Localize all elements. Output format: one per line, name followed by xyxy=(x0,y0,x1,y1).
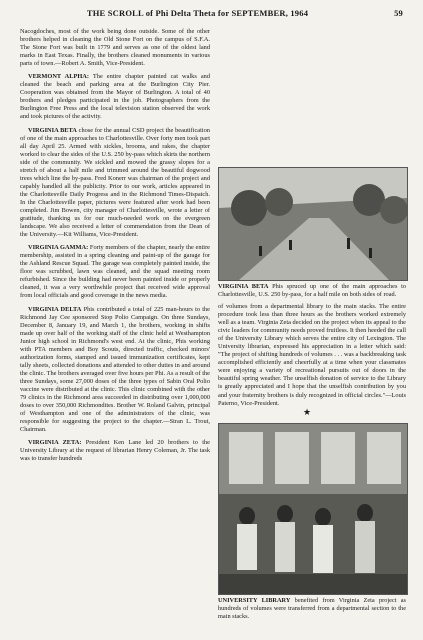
left-column xyxy=(20,28,210,468)
photo-caption-university-library xyxy=(218,597,406,621)
paragraph-nacogdoches: Nacogdoches, most of the work being done outside. Some of the other brothers helped in cleaning the Old Stone Fort on the campus of S.F.A. The Stone Fort was built in 1779 and serves as one of the oldest land marks in East Texas. Finally, the brothers cleaned monuments in various parts of town.—Robert A. Smith, Vice-President. xyxy=(20,28,210,68)
paragraph-text: The entire chapter painted cat walks and cleaned the beach and parking area at the Burlington City Pier. Cooperation was obtained from the Mayor of Burlington. A total of 40 brothers and pledges participated in the job. Photographers from the Burlington Free Press and the local television station observed the work and took pictures of the activity. xyxy=(20,73,210,121)
section-divider-star: ★ xyxy=(303,407,312,417)
paragraph-virginia-delta xyxy=(20,306,210,435)
paragraph-text: chose for the annual CSD project the beautification of one of the main approaches to Charlottesville. Over forty men took part all day April 25. Armed with sickles, brooms, and rakes, the chapter worked to clear the sides of the U.S. 250 by-pass which skirts the northern side of the community. We sickled and mowed the grassy slopes for a stretch of about a half mile and trimmed around the beautiful dogwood trees which line the by-pass. Fred Konerr was chairman of the project and capably handled all the publicity. Prior to our work, articles appeared in the Charlottesville Daily Progress and in the Richmond Times-Dispatch. In the Charlottesville paper, pictures were featured after work had been completed. Jim Bowen, city manager of Charlottesville, wrote a letter of gratitude, thanking us for our much-needed work on the evergreen landscape. We also received a letter of commendation from the Dean of the University.—Kit Williams, Vice-President. xyxy=(20,126,210,239)
paragraph-virginia-beta xyxy=(20,127,210,240)
photo-roadside-cleanup xyxy=(218,167,408,281)
library-photo-drawing xyxy=(219,424,407,594)
paragraph-virginia-zeta-continued: of volumes from a departmental library to the main stacks. The entire procedure took less than three hours as the brothers worked extremely well as a team. Virginia Zeta decided on the project when its appeal to the civic leaders for community needs proved fruitless. It then heeded the call of the University Library which serves the entire city of Lexington. The University librarian, expressed his appreciation in a letter which said: "The project of shifting hundreds of volumes . . . was a backbreaking task accomplished efficiently and cheerfully at a time when your classmates were enjoying a variety of recreational pursuits out of doors in the beautiful spring weather. The unselfish donation of service to the Library is greatly appreciated and I hope that the unselfish contribution by you and your fraternity brothers is duly recognized in official circles."—Louis Paterno, Vice-President. xyxy=(218,303,406,407)
chapter-name: VERMONT ALPHA: xyxy=(28,73,89,81)
photo-caption-virginia-beta xyxy=(218,283,406,299)
photo-university-library xyxy=(218,423,408,595)
page-header xyxy=(20,8,403,22)
right-column-text xyxy=(218,303,406,413)
roadside-photo-drawing xyxy=(219,168,407,280)
paragraph-text: Forty members of the chapter, nearly the entire membership, assisted in a spring cleaning and paint-up of the garage for the Ashland Rescue Squad. The garage was completely painted inside, the floor was scrubbed, lawn was cleaned, and the squad meeting room refurbished. Since the building had never been painted inside or properly cleaned, it was a very worthwhile project that received wide approval from local officials and good coverage in the news media. xyxy=(20,244,210,300)
caption-text: benefited from Virginia Zeta project as hundreds of volumes were transferred from a departmental section to the main stacks. xyxy=(218,597,407,620)
page-number: 59 xyxy=(394,8,403,18)
paragraph-virginia-gamma xyxy=(20,244,210,300)
paragraph-text: Phis contributed a total of 225 man-hours to the Richmond Jay Cee sponsored Stop Polio Campaign. On three Sundays, December 8, January 19, and March 1, the brothers, working in shifts made up over half of the working staff of the clinic held at Westhampton Junior high school in Richmond's west end. At the clinic, Phis working with PTA members and Boy Scouts, directed traffic, checked minors' authorization forms, stamped and issued immunization certificates, kept tally sheets, collected donations and attended to other duties in and around the clinic. The brothers averaged over five hours per Phi. As a result of the three Sundays, some 27,000 doses of the three types of Sabin Oral Polio vaccine were distributed at the clinic. This clinic combined with the other 79 clinics in the Richmond area succeeded in distributing over 1,000,000 doses to over 350,000 Richmondites. Brother W. Roland Galvin, principal of Westhampton and one of the administrators of the clinic, was responsible for suggesting the project to the chapter.—Stran L. Trout, Chairman. xyxy=(20,305,210,434)
paragraph-vermont-alpha xyxy=(20,73,210,121)
chapter-name: VIRGINIA DELTA xyxy=(28,305,82,313)
chapter-name: VIRGINIA GAMMA: xyxy=(28,244,89,252)
caption-lead: VIRGINIA BETA xyxy=(218,283,269,290)
chapter-name: VIRGINIA ZETA: xyxy=(28,439,82,447)
running-title: THE SCROLL of Phi Delta Theta for SEPTEMBER, 1964 xyxy=(86,8,309,18)
paragraph-virginia-zeta xyxy=(20,439,210,463)
paragraph-text: President Ken Lane led 20 brothers to the University Library at the request of librarian Henry Coleman, Jr. The task was to transfer hundreds xyxy=(20,439,210,463)
chapter-name: VIRGINIA BETA xyxy=(28,126,77,134)
caption-text: Phis spruced up one of the main approaches to Charlottesville, U.S. 250 by-pass, for a half mile on both sides of road. xyxy=(218,283,406,298)
caption-lead: UNIVERSITY LIBRARY xyxy=(218,597,291,604)
